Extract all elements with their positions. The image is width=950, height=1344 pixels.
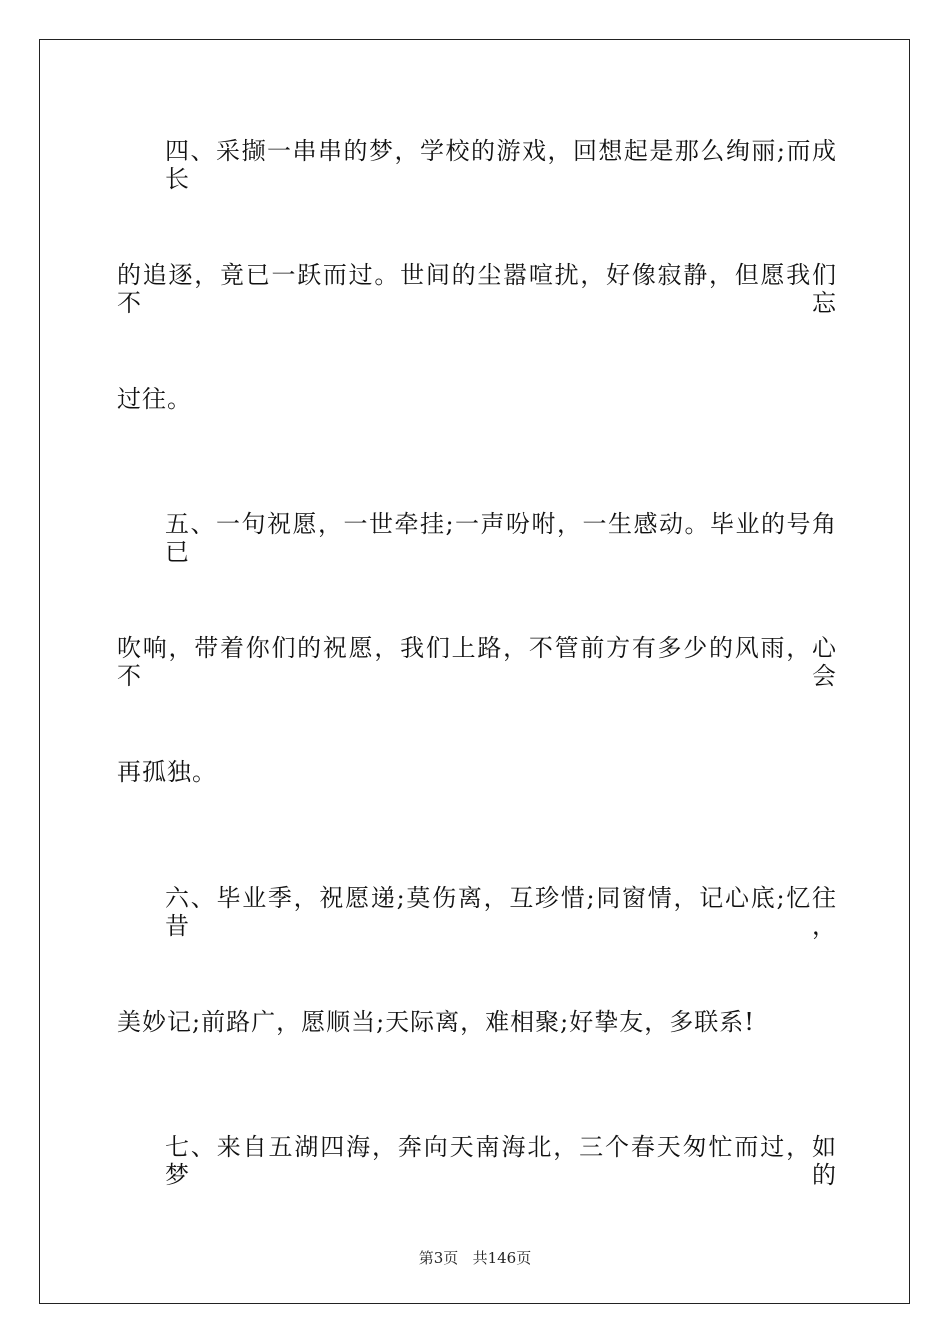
page-number-footer: 第3页 共146页 xyxy=(418,1249,532,1267)
paragraph-7-line-1: 七、来自五湖四海，奔向天南海北，三个春天匆忙而过，如梦的 xyxy=(165,1133,837,1189)
paragraph-6-line-1: 六、毕业季，祝愿递;莫伤离，互珍惜;同窗情，记心底;忆往昔， xyxy=(165,884,837,940)
paragraph-4-line-1: 四、采撷一串串的梦，学校的游戏，回想起是那么绚丽;而成长 xyxy=(165,137,837,193)
paragraph-5-line-1: 五、一句祝愿，一世牵挂;一声吩咐，一生感动。毕业的号角已 xyxy=(165,510,837,566)
paragraph-5-line-3: 再孤独。 xyxy=(117,758,217,786)
paragraph-6-line-2: 美妙记;前路广，愿顺当;天际离，难相聚;好挚友，多联系! xyxy=(117,1008,755,1036)
paragraph-4-line-2: 的追逐，竟已一跃而过。世间的尘嚣喧扰，好像寂静，但愿我们不忘 xyxy=(117,261,837,317)
paragraph-5-line-2: 吹响，带着你们的祝愿，我们上路，不管前方有多少的风雨，心不会 xyxy=(117,634,837,690)
paragraph-4-line-3: 过往。 xyxy=(117,385,192,413)
